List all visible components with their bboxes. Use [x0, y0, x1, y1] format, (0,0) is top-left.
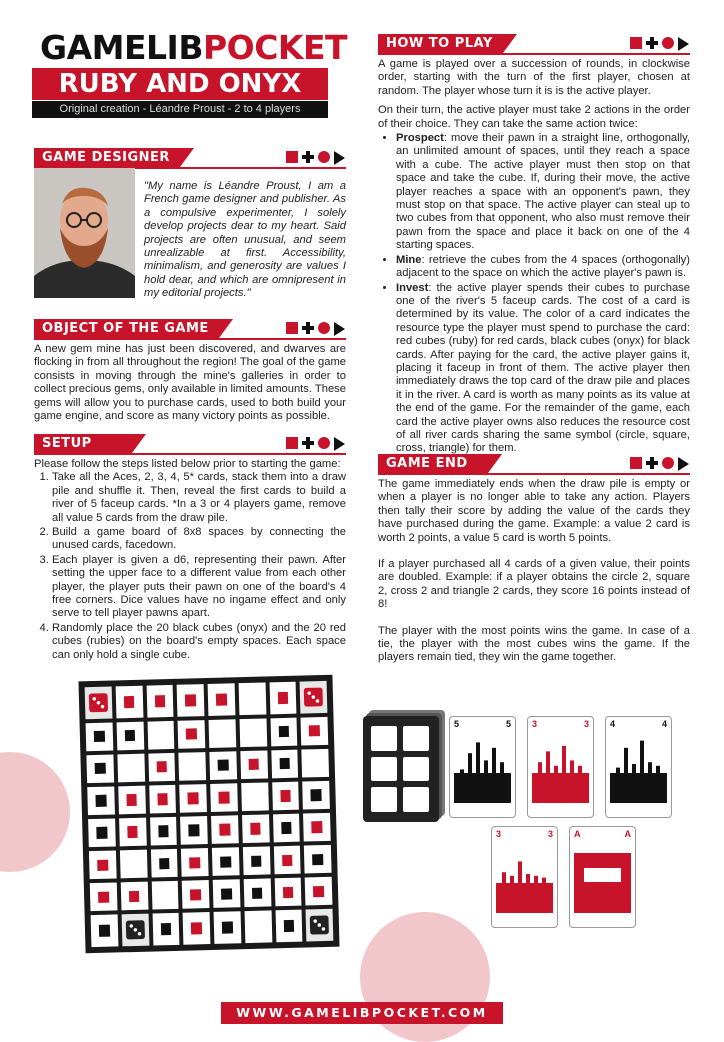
ruby-cube — [248, 759, 259, 770]
action-list — [378, 132, 690, 456]
cross-icon — [302, 151, 314, 163]
onyx-cube — [252, 887, 263, 899]
section-header-howto — [378, 34, 690, 53]
board-space — [301, 717, 328, 746]
board-space — [152, 913, 180, 945]
card-rank: 5 — [505, 719, 511, 729]
river-card — [605, 716, 672, 818]
section-title: HOW TO PLAY — [378, 34, 503, 53]
circle-icon — [318, 437, 330, 449]
object-text: A new gem mine has just been discovered, and dwarves are flocking in from all throughout the region! The goal of the game consists in moving through the mine's galleries in order to collect precious gems, only available in limited amounts. These gems will allow you to purchase cards, used to both build your game engine, and score as many victory points as possible. — [34, 343, 346, 423]
section-title: GAME END — [378, 454, 488, 473]
board-space — [182, 880, 209, 909]
triangle-icon — [678, 457, 689, 471]
onyx-cube — [312, 854, 323, 865]
card-rank: 4 — [661, 719, 667, 729]
ruby-cube — [312, 821, 323, 832]
cross-icon — [302, 322, 314, 334]
website-url: WWW.GAMELIBPOCKET.COM — [221, 1002, 503, 1024]
ruby-cube — [282, 854, 293, 865]
board-space — [119, 818, 146, 847]
circle-icon — [662, 37, 674, 49]
board-space — [273, 846, 300, 875]
square-icon — [630, 37, 642, 49]
setup-step: 4. Randomly place the 20 black cubes (onyx) and the 20 red cubes (rubies) on the board's empty spaces. Each space can only hold a single cube. — [52, 622, 346, 662]
setup-step: 2. Build a game board of 8x8 spaces by connecting the unused cards, facedown. — [52, 526, 346, 553]
card-rank: 4 — [610, 719, 616, 729]
gameend-text — [378, 478, 690, 671]
square-icon — [286, 322, 298, 334]
board-space — [179, 752, 206, 781]
board-space — [211, 815, 238, 844]
onyx-cube — [279, 758, 290, 769]
section-title: SETUP — [34, 434, 132, 453]
pawn-die — [306, 909, 334, 941]
ruby-cube — [188, 793, 199, 805]
onyx-cube — [96, 827, 107, 838]
section-title: GAME DESIGNER — [34, 148, 180, 167]
board-space — [269, 682, 297, 714]
section-title: OBJECT OF THE GAME — [34, 319, 219, 338]
onyx-cube — [125, 730, 136, 741]
triangle-icon — [334, 437, 345, 451]
board-space — [208, 683, 236, 715]
board-space — [146, 685, 174, 717]
setup-step: 3. Each player is given a d6, representing their pawn. After setting the upper face to a different value from each other player, the player puts their pawn on one of the board's 4 free corners. Dice values have no ingame effect and only serve to tell player pawns apart. — [52, 554, 346, 621]
board-space — [214, 911, 242, 943]
board-space — [180, 816, 207, 845]
square-icon — [286, 151, 298, 163]
game-subtitle: Original creation - Léandre Proust - 2 to 4 players — [32, 101, 328, 118]
square-icon — [630, 457, 642, 469]
onyx-cube — [281, 822, 292, 833]
game-title: RUBY AND ONYX — [32, 68, 328, 100]
board-space — [115, 686, 143, 718]
board-space — [304, 845, 331, 874]
board-space — [240, 750, 267, 779]
board-space — [209, 751, 236, 780]
circle-icon — [318, 151, 330, 163]
ruby-cube — [219, 824, 230, 835]
board-space — [149, 785, 176, 814]
river-card — [449, 716, 516, 818]
section-header-designer — [34, 148, 346, 167]
board-space — [89, 851, 116, 880]
ruby-cube — [186, 728, 197, 739]
triangle-icon — [334, 322, 345, 336]
board-space — [120, 850, 147, 879]
howto-text — [378, 58, 690, 457]
onyx-cube — [251, 855, 262, 866]
board-space — [88, 818, 115, 847]
ruby-cube — [190, 889, 201, 901]
onyx-cube — [160, 923, 171, 936]
board-space — [302, 781, 329, 810]
board-space — [86, 754, 113, 783]
board-space — [305, 877, 332, 906]
onyx-cube — [189, 825, 200, 836]
section-header-setup — [34, 434, 346, 453]
board-space — [303, 813, 330, 842]
board-space — [273, 814, 300, 843]
ruby-cube — [98, 891, 109, 903]
onyx-cube — [159, 858, 170, 869]
onyx-cube — [218, 760, 229, 771]
onyx-cube — [220, 856, 231, 867]
howto-intro: A game is played over a succession of rounds, in clockwise order, starting with the turn of the first player, chosen at random. The player whose turn it is is the active player. — [378, 58, 690, 97]
cross-icon — [646, 457, 658, 469]
card-rank: 3 — [583, 719, 589, 729]
ruby-cube — [126, 794, 137, 806]
board-space — [178, 720, 205, 749]
gameend-p3: The player with the most points wins the game. In case of a tie, the player with the most cubes wins the game. If the players remain tied, they win the game together. — [378, 624, 690, 664]
circle-icon — [318, 322, 330, 334]
ruby-cube — [129, 890, 140, 902]
onyx-cube — [278, 726, 289, 737]
card-rank: A — [624, 829, 631, 839]
board-space — [183, 912, 211, 944]
draw-pile-illustration — [363, 716, 439, 822]
decor-circle-left — [0, 752, 70, 872]
triangle-icon — [678, 37, 689, 51]
onyx-cube — [222, 921, 233, 934]
ruby-cube — [216, 693, 227, 706]
ruby-cube — [277, 691, 288, 704]
ruby-cube — [154, 695, 165, 708]
action-invest: • Invest: the active player spends their cubes to purchase one of the river's 5 faceup cards. The cost of a card is determined by its value. The color of a card indicates the resource type the player must spend to purchase the card: red cubes (ruby) for red cards, black cubes (onyx) for black cards. After paying for the card, the active player gains it, placing it faceup in front of them. The active player then immediately draws the top card of the draw pile and places it in the river. A card is worth as many points as its value at the end of the game. For the remainder of the game, each card the active player owns also reduces the resource cost of all river cards sharing the same symbol (circle, square, cross, triangle) for them. — [396, 282, 690, 456]
board-space — [121, 882, 148, 911]
setup-steps — [34, 471, 346, 662]
ruby-cube — [185, 694, 196, 707]
action-prospect: • Prospect: move their pawn in a straight line, orthogonally, an unlimited amount of spaces, until they reach a space with a cube. The active player must then stop on that space and take the cube. If, during their move, the active player reaches a space with an opponent's pawn, they must stop on that space. The active player can steal up to two cubes from that opponent, who also must remove their pawn from the space and place it back on one of the 4 starting spaces. — [396, 132, 690, 253]
board-space — [213, 879, 240, 908]
onyx-cube — [158, 825, 169, 836]
setup-text — [34, 458, 346, 663]
board-space — [147, 721, 174, 750]
action-mine: • Mine: retrieve the cubes from the 4 spaces (orthogonally) adjacent to the space on which the active player's pawn is. — [396, 254, 690, 281]
setup-step: 1. Take all the Aces, 2, 3, 4, 5* cards, stack them into a draw pile and shuffle it. Then, reveal the first cards to build a river of 5 faceup cards. *In a 3 or 4 players game, remove all value 5 cards from the draw pile. — [52, 471, 346, 525]
section-header-object — [34, 319, 346, 338]
triangle-icon — [334, 151, 345, 165]
gameend-p1: The game immediately ends when the draw pile is empty or when a player is no longer able to take any action. Players then tally their score by adding the value of the cards they have purchased during the game. Example: a value 2 card is worth 2 points, a value 5 card is worth 5 points. — [378, 478, 690, 544]
card-rank: A — [574, 829, 581, 839]
board-space — [148, 753, 175, 782]
river-card — [491, 826, 558, 928]
ruby-cube — [280, 790, 291, 802]
pawn-die — [121, 914, 149, 946]
ruby-cube — [189, 857, 200, 868]
onyx-cube — [95, 795, 106, 807]
board-space — [118, 786, 145, 815]
gameend-p2: If a player purchased all 4 cards of a given value, their points are doubled. Example: if a player obtains the circle 2, square 2, cross 2 and triangle 2 cards, they score 16 points instead of 8! — [378, 558, 690, 611]
board-space — [150, 849, 177, 878]
board-space — [242, 814, 269, 843]
ruby-cube — [250, 823, 261, 834]
board-space — [275, 910, 303, 942]
board-space — [272, 782, 299, 811]
board-space — [117, 754, 144, 783]
square-icon — [286, 437, 298, 449]
board-space — [302, 749, 329, 778]
board-space — [151, 881, 178, 910]
card-rank: 3 — [532, 719, 538, 729]
cross-icon — [646, 37, 658, 49]
ruby-cube — [157, 793, 168, 805]
ruby-cube — [218, 792, 229, 804]
ruby-cube — [127, 826, 138, 837]
section-header-gameend — [378, 454, 690, 473]
board-space — [91, 915, 119, 947]
board-space — [177, 684, 205, 716]
onyx-cube — [283, 920, 294, 933]
board-space — [243, 879, 270, 908]
river-card — [569, 826, 636, 928]
board-space — [241, 782, 268, 811]
onyx-cube — [311, 789, 322, 801]
board-space — [239, 718, 266, 747]
board-space — [270, 717, 297, 746]
card-rank: 3 — [547, 829, 553, 839]
onyx-cube — [221, 888, 232, 900]
brand-logo: GAMELIBPOCKET — [40, 28, 348, 67]
cross-icon — [302, 437, 314, 449]
board-space — [150, 817, 177, 846]
board-space — [179, 784, 206, 813]
board-space — [212, 847, 239, 876]
board-space — [244, 911, 272, 943]
pawn-die — [85, 687, 113, 719]
ruby-cube — [191, 922, 202, 935]
ruby-cube — [282, 886, 293, 898]
onyx-cube — [95, 763, 106, 774]
board-space — [238, 682, 266, 714]
ruby-cube — [124, 695, 135, 708]
board-space — [86, 722, 113, 751]
designer-portrait — [34, 168, 135, 298]
board-space — [210, 783, 237, 812]
onyx-cube — [94, 731, 105, 742]
board-space — [209, 719, 236, 748]
board-space — [116, 721, 143, 750]
board-space — [90, 883, 117, 912]
circle-icon — [662, 457, 674, 469]
setup-intro: Please follow the steps listed below prior to starting the game: — [34, 458, 341, 470]
board-space — [274, 878, 301, 907]
onyx-cube — [99, 924, 110, 937]
ruby-cube — [156, 761, 167, 772]
game-board-illustration — [78, 675, 339, 954]
ruby-cube — [309, 725, 320, 736]
board-space — [271, 749, 298, 778]
board-space — [181, 848, 208, 877]
board-space — [87, 786, 114, 815]
board-space — [243, 847, 270, 876]
pawn-die — [300, 681, 328, 713]
card-rank: 5 — [454, 719, 460, 729]
river-card — [527, 716, 594, 818]
ruby-cube — [97, 859, 108, 870]
howto-actions-intro: On their turn, the active player must take 2 actions in the order of their choice. They can take the same action twice: — [378, 104, 690, 130]
card-rank: 3 — [496, 829, 502, 839]
designer-quote: "My name is Léandre Proust, I am a French game designer and publisher. As a compulsive experimenter, I solely develop projects dear to my heart. Said projects are often unusual, and seem unrealizable at first. Accessibility, minimalism, and generosity are values I hold dear, and which are omnipresent in my editorial projects." — [144, 180, 346, 300]
ruby-cube — [313, 886, 324, 898]
